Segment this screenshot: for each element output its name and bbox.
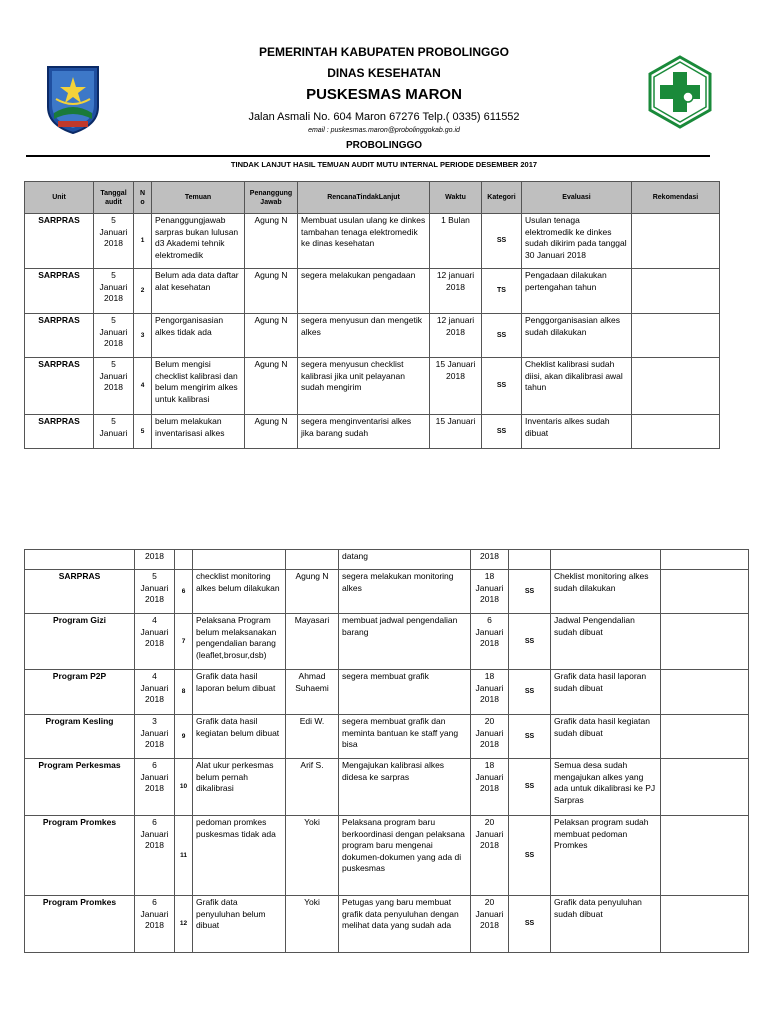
cell-temuan: Pelaksana Program belum melaksanakan pengendalian barang (leaflet,brosur,dsb) [193,614,286,670]
cell-date: 5 Januari [94,415,134,449]
puskesmas-name: PUSKESMAS MARON [306,86,462,103]
cell-unit: Program Perkesmas [25,759,135,816]
cell-no: 10 [175,759,193,816]
cell-pj: Agung N [286,570,339,614]
col-header-waktu: Waktu [430,182,482,214]
cell-no: 3 [134,314,152,358]
cell-waktu: 15 Januari 2018 [430,358,482,415]
cell-kategori: SS [482,415,522,449]
cell-temuan: Belum mengisi checklist kalibrasi dan belum mengirim alkes untuk kalibrasi [152,358,245,415]
cell-rtl: segera membuat grafik [339,670,471,715]
table-row [25,614,749,670]
cell-kategori: SS [509,670,551,715]
cell-waktu: 15 Januari [430,415,482,449]
cell-no: 9 [175,715,193,759]
cell-evaluasi: Grafik data penyuluhan sudah dibuat [551,896,661,953]
cell-unit: SARPRAS [25,570,135,614]
header-rule [26,155,710,157]
city: PROBOLINGGO [345,140,423,151]
audit-table-page-1 [24,181,720,449]
cell-waktu: 18 Januari 2018 [471,759,509,816]
cell-rekomendasi [632,415,720,449]
cell-temuan: Alat ukur perkesmas belum pernah dikalibrasi [193,759,286,816]
cell-no: 12 [175,896,193,953]
cell-evaluasi: Pengadaan dilakukan pertengahan tahun [522,269,632,314]
cell-pj: Agung N [245,269,298,314]
cell-date: 5 Januari 2018 [94,214,134,269]
cell-temuan: Grafik data hasil kegiatan belum dibuat [193,715,286,759]
cell-pj: Agung N [245,358,298,415]
cell-rekomendasi [661,550,749,570]
cell-pj: Ahmad Suhaemi [286,670,339,715]
cell-no: 4 [134,358,152,415]
cell-waktu: 20 Januari 2018 [471,715,509,759]
cell-date: 3 Januari 2018 [135,715,175,759]
table-row [25,314,720,358]
table-row [25,715,749,759]
cell-waktu: 12 januari 2018 [430,314,482,358]
cell-rekomendasi [661,670,749,715]
cell-rtl: Petugas yang baru membuat grafik data penyuluhan dengan melihat data yang sudah ada [339,896,471,953]
table-header-row [25,182,720,214]
cell-kategori [509,550,551,570]
cell-pj: Edi W. [286,715,339,759]
col-header-evaluasi: Evaluasi [522,182,632,214]
col-header-kategori: Kategori [482,182,522,214]
cell-rtl: membuat jadwal pengendalian barang [339,614,471,670]
cell-waktu: 12 januari 2018 [430,269,482,314]
cell-evaluasi: Pelaksan program sudah membuat pedoman Promkes [551,816,661,896]
cell-kategori: SS [509,715,551,759]
cell-rekomendasi [632,358,720,415]
cell-date: 4 Januari 2018 [135,670,175,715]
cell-rtl: segera melakukan monitoring alkes [339,570,471,614]
cell-rtl: datang [339,550,471,570]
cell-date: 2018 [135,550,175,570]
cell-rtl: segera menginventarisi alkes jika barang sudah [298,415,430,449]
cell-evaluasi: Usulan tenaga elektromedik ke dinkes sudah dikirim pada tanggal 30 Januari 2018 [522,214,632,269]
cell-pj [286,550,339,570]
cell-no: 1 [134,214,152,269]
cell-waktu: 18 Januari 2018 [471,670,509,715]
cell-pj: Agung N [245,214,298,269]
cell-no: 7 [175,614,193,670]
cell-kategori: SS [482,214,522,269]
cell-evaluasi [551,550,661,570]
address: Jalan Asmali No. 604 Maron 67276 Telp.( 0335) 611552 [248,111,520,123]
cell-evaluasi: Penggorganisasian alkes sudah dilakukan [522,314,632,358]
cell-date: 5 Januari 2018 [94,314,134,358]
cell-temuan: pedoman promkes puskesmas tidak ada [193,816,286,896]
cell-rekomendasi [632,269,720,314]
cell-rtl: Membuat usulan ulang ke dinkes tambahan tenaga elektromedik ke dinas kesehatan [298,214,430,269]
cell-date: 5 Januari 2018 [94,358,134,415]
table-row [25,269,720,314]
cell-date: 5 Januari 2018 [94,269,134,314]
cell-temuan [193,550,286,570]
cell-rekomendasi [661,715,749,759]
cell-temuan: checklist monitoring alkes belum dilakukan [193,570,286,614]
letterhead [0,0,768,175]
document-title: TINDAK LANJUT HASIL TEMUAN AUDIT MUTU INTERNAL PERIODE DESEMBER 2017 [230,160,538,169]
cell-rekomendasi [632,314,720,358]
cell-unit: SARPRAS [25,214,94,269]
col-header-tanggal: Tanggal audit [94,182,134,214]
cell-evaluasi: Grafik data hasil laporan sudah dibuat [551,670,661,715]
cell-pj: Mayasari [286,614,339,670]
table-row [25,570,749,614]
cell-unit: Program P2P [25,670,135,715]
col-header-rekomendasi: Rekomendasi [632,182,720,214]
cell-temuan: Grafik data penyuluhan belum dibuat [193,896,286,953]
cell-waktu: 1 Bulan [430,214,482,269]
cell-pj: Arif S. [286,759,339,816]
cell-unit: SARPRAS [25,314,94,358]
cell-evaluasi: Jadwal Pengendalian sudah dibuat [551,614,661,670]
cell-no: 6 [175,570,193,614]
cell-unit [25,550,135,570]
cell-kategori: TS [482,269,522,314]
cell-rtl: segera melakukan pengadaan [298,269,430,314]
cell-temuan: Grafik data hasil laporan belum dibuat [193,670,286,715]
cell-temuan: Pengorganisasian alkes tidak ada [152,314,245,358]
cell-pj: Agung N [245,314,298,358]
cell-rtl: segera membuat grafik dan meminta bantuan ke staff yang bisa [339,715,471,759]
table-row [25,415,720,449]
cell-unit: SARPRAS [25,358,94,415]
col-header-no: N o [134,182,152,214]
cell-waktu: 6 Januari 2018 [471,614,509,670]
cell-rtl: Mengajukan kalibrasi alkes didesa ke sarpras [339,759,471,816]
cell-waktu: 18 Januari 2018 [471,570,509,614]
cell-evaluasi: Cheklist monitoring alkes sudah dilakukan [551,570,661,614]
cell-rekomendasi [632,214,720,269]
cell-no: 11 [175,816,193,896]
cell-waktu: 2018 [471,550,509,570]
cell-evaluasi: Inventaris alkes sudah dibuat [522,415,632,449]
cell-rekomendasi [661,896,749,953]
cell-date: 6 Januari 2018 [135,896,175,953]
cell-no: 5 [134,415,152,449]
cell-date: 6 Januari 2018 [135,759,175,816]
cell-rtl: Pelaksana program baru berkoordinasi dengan pelaksana program baru mengenai dokumen-dokumen yang ada di puskesmas [339,816,471,896]
table-row [25,358,720,415]
puskesmas-cross-icon [648,55,712,129]
cell-kategori: SS [509,896,551,953]
cell-evaluasi: Cheklist kalibrasi sudah diisi, akan dikalibrasi awal tahun [522,358,632,415]
table-row [25,896,749,953]
cell-unit: Program Promkes [25,896,135,953]
cell-pj: Yoki [286,816,339,896]
cell-pj: Yoki [286,896,339,953]
cell-kategori: SS [509,759,551,816]
table-row [25,816,749,896]
cell-date: 5 Januari 2018 [135,570,175,614]
cell-date: 4 Januari 2018 [135,614,175,670]
cell-kategori: SS [509,816,551,896]
cell-kategori: SS [509,570,551,614]
cell-waktu: 20 Januari 2018 [471,816,509,896]
cell-rekomendasi [661,614,749,670]
cell-evaluasi: Semua desa sudah mengajukan alkes yang ada untuk dikalibrasi ke PJ Sarpras [551,759,661,816]
col-header-rtl: RencanaTindakLanjut [298,182,430,214]
cell-temuan: Penanggungjawab sarpras bukan lulusan d3 Akademi tehnik elektromedik [152,214,245,269]
cell-rekomendasi [661,570,749,614]
table-row [25,759,749,816]
email: email : puskesmas.maron@probolinggokab.go.id [308,127,460,134]
cell-unit: Program Promkes [25,816,135,896]
col-header-temuan: Temuan [152,182,245,214]
table-row [25,670,749,715]
cell-kategori: SS [482,314,522,358]
cell-date: 6 Januari 2018 [135,816,175,896]
agency-name: DINAS KESEHATAN [327,66,441,80]
cell-no: 8 [175,670,193,715]
table-row [25,214,720,269]
cell-no: 2 [134,269,152,314]
cell-pj: Agung N [245,415,298,449]
gov-name: PEMERINTAH KABUPATEN PROBOLINGGO [258,45,509,59]
cell-waktu: 20 Januari 2018 [471,896,509,953]
cell-rekomendasi [661,816,749,896]
cell-rekomendasi [661,759,749,816]
cell-unit: Program Kesling [25,715,135,759]
audit-table-page-2 [24,549,749,953]
cell-rtl: segera menyusun dan mengetik alkes [298,314,430,358]
cell-temuan: Belum ada data daftar alat kesehatan [152,269,245,314]
table-row [25,550,749,570]
cell-no [175,550,193,570]
cell-kategori: SS [482,358,522,415]
col-header-pj: Penanggung Jawab [245,182,298,214]
cell-kategori: SS [509,614,551,670]
cell-temuan: belum melakukan inventarisasi alkes [152,415,245,449]
cell-rtl: segera menyusun checklist kalibrasi jika unit pelayanan sudah mengirim [298,358,430,415]
col-header-unit: Unit [25,182,94,214]
cell-unit: SARPRAS [25,269,94,314]
cell-evaluasi: Grafik data hasil kegiatan sudah dibuat [551,715,661,759]
cell-unit: SARPRAS [25,415,94,449]
cell-unit: Program Gizi [25,614,135,670]
